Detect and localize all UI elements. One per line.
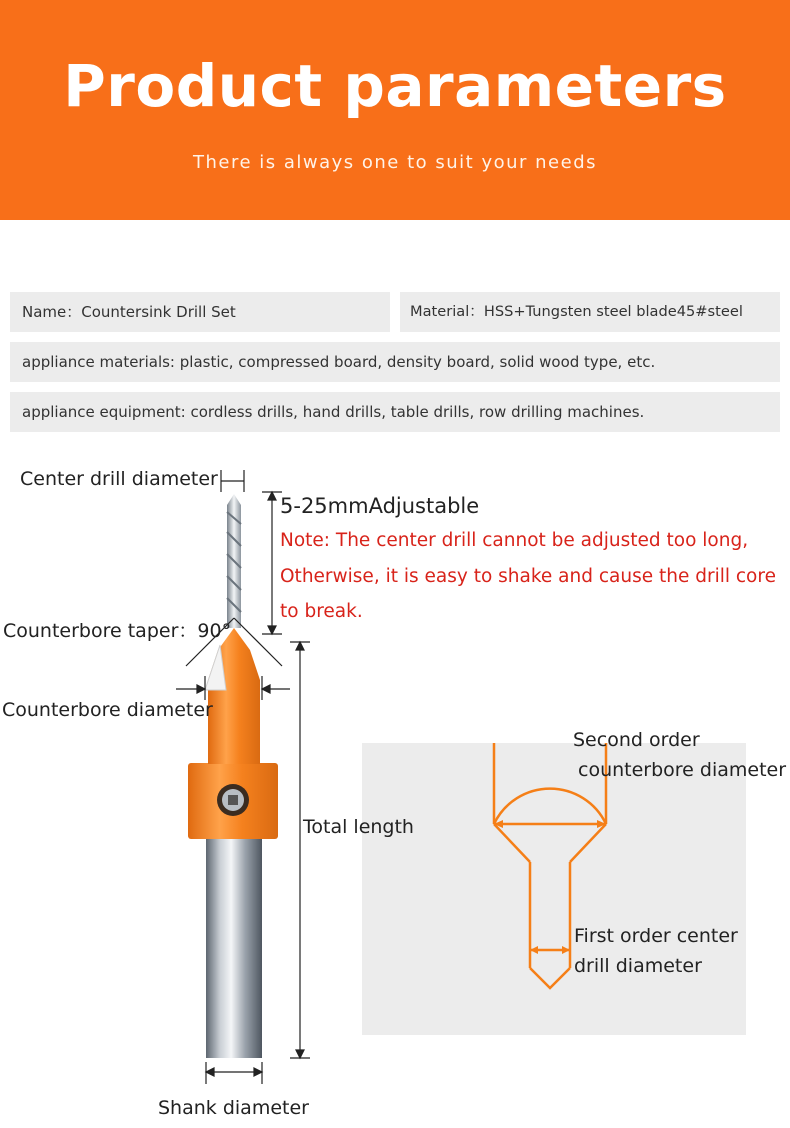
cross-section-background bbox=[362, 743, 746, 1035]
note-line-1: Note: The center drill cannot be adjusted too long, bbox=[280, 530, 749, 551]
label-counterbore-diameter: Counterbore diameter bbox=[2, 699, 213, 721]
label-center-drill-diameter: Center drill diameter bbox=[20, 468, 218, 490]
page-subtitle: There is always one to suit your needs bbox=[192, 152, 598, 173]
note-line-3: to break. bbox=[280, 601, 363, 622]
spec-appliance-equipment: appliance equipment: cordless drills, hand drills, table drills, row drilling machines. bbox=[10, 392, 780, 432]
label-first-order-1: First order center bbox=[574, 925, 738, 947]
spec-material: Material：HSS+Tungsten steel blade45#steel bbox=[400, 292, 780, 332]
countersink-body bbox=[208, 680, 260, 764]
drill-shank bbox=[206, 838, 262, 1058]
label-second-order-2: counterbore diameter bbox=[578, 759, 787, 781]
label-shank-diameter: Shank diameter bbox=[158, 1097, 309, 1119]
label-counterbore-taper: Counterbore taper：90° bbox=[3, 620, 232, 642]
spec-appliance-materials: appliance materials: plastic, compressed board, density board, solid wood type, etc. bbox=[10, 342, 780, 382]
note-line-2: Otherwise, it is easy to shake and cause the drill core bbox=[280, 566, 776, 587]
label-adjustable: 5-25mmAdjustable bbox=[280, 494, 480, 518]
spec-name: Name：Countersink Drill Set bbox=[10, 292, 390, 332]
label-first-order-2: drill diameter bbox=[574, 955, 702, 977]
page-title: Product parameters bbox=[63, 52, 727, 120]
label-total-length: Total length bbox=[303, 816, 414, 838]
hex-socket-icon bbox=[228, 795, 238, 805]
label-second-order-1: Second order bbox=[573, 729, 700, 751]
